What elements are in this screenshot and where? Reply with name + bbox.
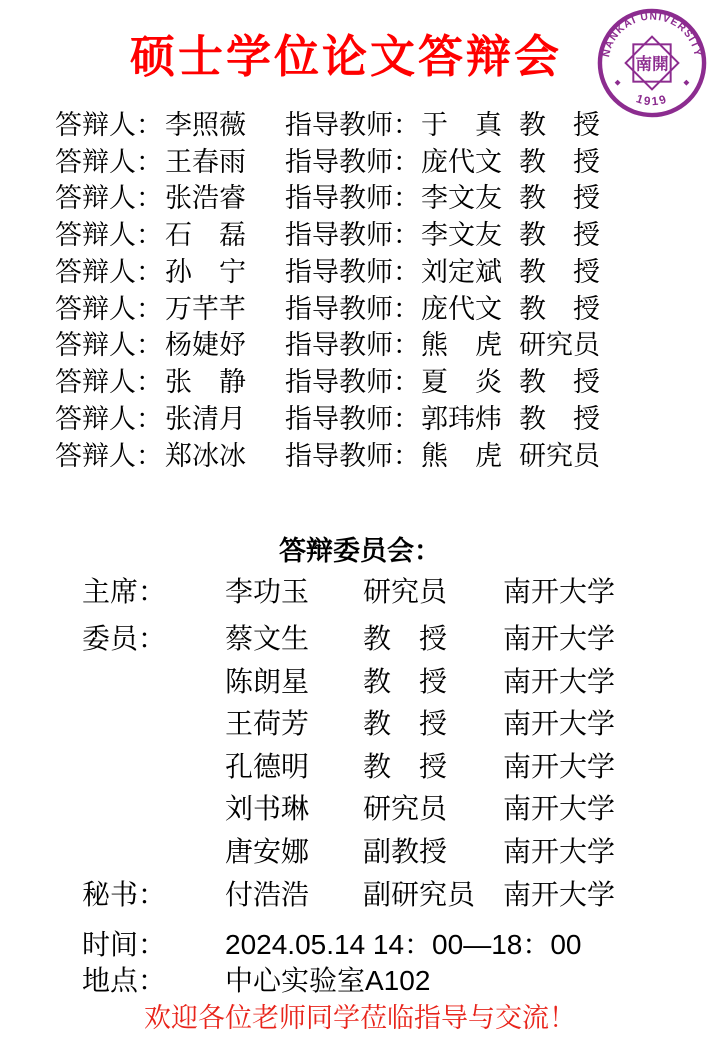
advisor-title: 教 授 [519,403,600,434]
defender-name: 张浩睿 [165,183,246,214]
advisor-name: 庞代文 [421,293,502,324]
time-label: 时间： [82,929,167,960]
advisor-title: 教 授 [519,220,600,251]
committee-header: 答辩委员会： [279,536,441,566]
committee-member-name: 刘书琳 [225,793,310,824]
advisor-name: 庞代文 [421,146,502,177]
committee-row [0,837,720,866]
committee-member-title: 研究员 [363,576,448,607]
advisor-title: 研究员 [519,330,600,361]
defender-row [55,178,720,215]
committee-role-label [82,667,225,696]
defender-name: 张清月 [165,403,246,434]
committee-rows [0,577,720,922]
advisor-name: 夏 炎 [421,367,502,398]
committee-member-org: 南开大学 [503,708,616,739]
committee-member-name: 李功玉 [225,576,310,607]
defender-name: 张 静 [165,367,246,398]
time-value: 2024.05.14 14：00—18：00 [225,929,582,960]
defender-name: 郑冰冰 [165,440,246,471]
defender-row [55,325,720,362]
advisor-title: 研究员 [519,440,600,471]
advisor-label: 指导教师： [285,293,420,324]
committee-member-org: 南开大学 [503,623,616,654]
advisor-label: 指导教师： [285,109,420,140]
defender-label: 答辩人： [55,440,163,471]
committee-member-name: 王荷芳 [225,708,310,739]
defender-label: 答辩人： [55,256,163,287]
defender-row [55,251,720,288]
defender-name: 石 磊 [165,220,246,251]
committee-member-name: 唐安娜 [225,835,310,867]
committee-member-org: 南开大学 [503,793,616,824]
committee-role-label [82,709,225,738]
defenders-list [55,104,720,472]
committee-member-title: 教 授 [363,623,448,654]
advisor-label: 指导教师： [285,403,420,434]
committee-row [0,880,720,909]
defender-label: 答辩人： [55,330,163,361]
time-row [0,930,720,959]
defender-row [55,214,720,251]
location-label: 地点： [82,965,167,996]
defender-row [55,104,720,141]
welcome-message: 欢迎各位老师同学莅临指导与交流！ [144,1003,576,1033]
committee-member-org: 南开大学 [503,835,616,867]
page-title: 硕士学位论文答辩会 [129,31,562,82]
committee-member-title: 副研究员 [363,878,476,910]
committee-row [0,752,720,781]
advisor-name: 李文友 [421,183,502,214]
advisor-label: 指导教师： [285,330,420,361]
committee-row [0,794,720,823]
committee-member-name: 陈朗星 [225,665,310,697]
defender-label: 答辩人： [55,293,163,324]
advisor-title: 教 授 [519,183,600,214]
committee-role-label: 委员： [82,623,167,654]
advisor-title: 教 授 [519,293,600,324]
location-value: 中心实验室A102 [225,965,431,996]
defender-label: 答辩人： [55,367,163,398]
advisor-title: 教 授 [519,109,600,140]
advisor-label: 指导教师： [285,220,420,251]
defender-row [55,141,720,178]
committee-member-org: 南开大学 [503,750,616,782]
defender-row [55,398,720,435]
advisor-label: 指导教师： [285,440,420,471]
defender-label: 答辩人： [55,109,163,140]
defender-name: 万芊芊 [165,293,246,324]
committee-row [0,709,720,738]
defender-name: 李照薇 [165,109,246,140]
committee-member-org: 南开大学 [503,878,616,910]
committee-member-org: 南开大学 [503,665,616,697]
advisor-label: 指导教师： [285,367,420,398]
advisor-name: 郭玮炜 [421,403,502,434]
defender-name: 孙 宁 [165,256,246,287]
advisor-name: 刘定斌 [421,256,502,287]
committee-member-name: 孔德明 [225,750,310,782]
defender-label: 答辩人： [55,183,163,214]
advisor-name: 熊 虎 [421,440,502,471]
committee-member-title: 教 授 [363,708,448,739]
defender-name: 王春雨 [165,146,246,177]
committee-member-name: 蔡文生 [225,623,310,654]
defender-name: 杨婕妤 [165,330,246,361]
advisor-title: 教 授 [519,367,600,398]
advisor-title: 教 授 [519,146,600,177]
defender-label: 答辩人： [55,146,163,177]
advisor-name: 于 真 [421,109,502,140]
committee-member-title: 教 授 [363,750,448,782]
committee-row [0,577,720,606]
advisor-name: 李文友 [421,220,502,251]
advisor-label: 指导教师： [285,183,420,214]
committee-row [0,624,720,653]
defender-row [55,288,720,325]
seal-top-text: NANKAI UNIVERSITY [601,11,703,59]
advisor-label: 指导教师： [285,256,420,287]
committee-member-name: 付浩浩 [225,878,310,910]
nankai-university-seal [596,7,708,119]
defender-label: 答辩人： [55,220,163,251]
advisor-label: 指导教师： [285,146,420,177]
committee-role-label: 主席： [82,576,167,607]
committee-member-title: 副教授 [363,835,448,867]
seal-year-text: 1919 [634,92,670,109]
advisor-name: 熊 虎 [421,330,502,361]
seal-center-text: 南開 [635,54,669,74]
committee-role-label [82,752,225,781]
committee-member-title: 教 授 [363,665,448,697]
committee-role-label [82,794,225,823]
location-row [0,966,720,995]
committee-row [0,667,720,696]
defender-row [55,361,720,398]
defender-row [55,435,720,472]
defender-label: 答辩人： [55,403,163,434]
info-block [0,930,720,1002]
advisor-title: 教 授 [519,256,600,287]
committee-role-label [82,837,225,866]
committee-member-org: 南开大学 [503,576,616,607]
committee-role-label: 秘书： [82,878,167,910]
committee-member-title: 研究员 [363,793,448,824]
